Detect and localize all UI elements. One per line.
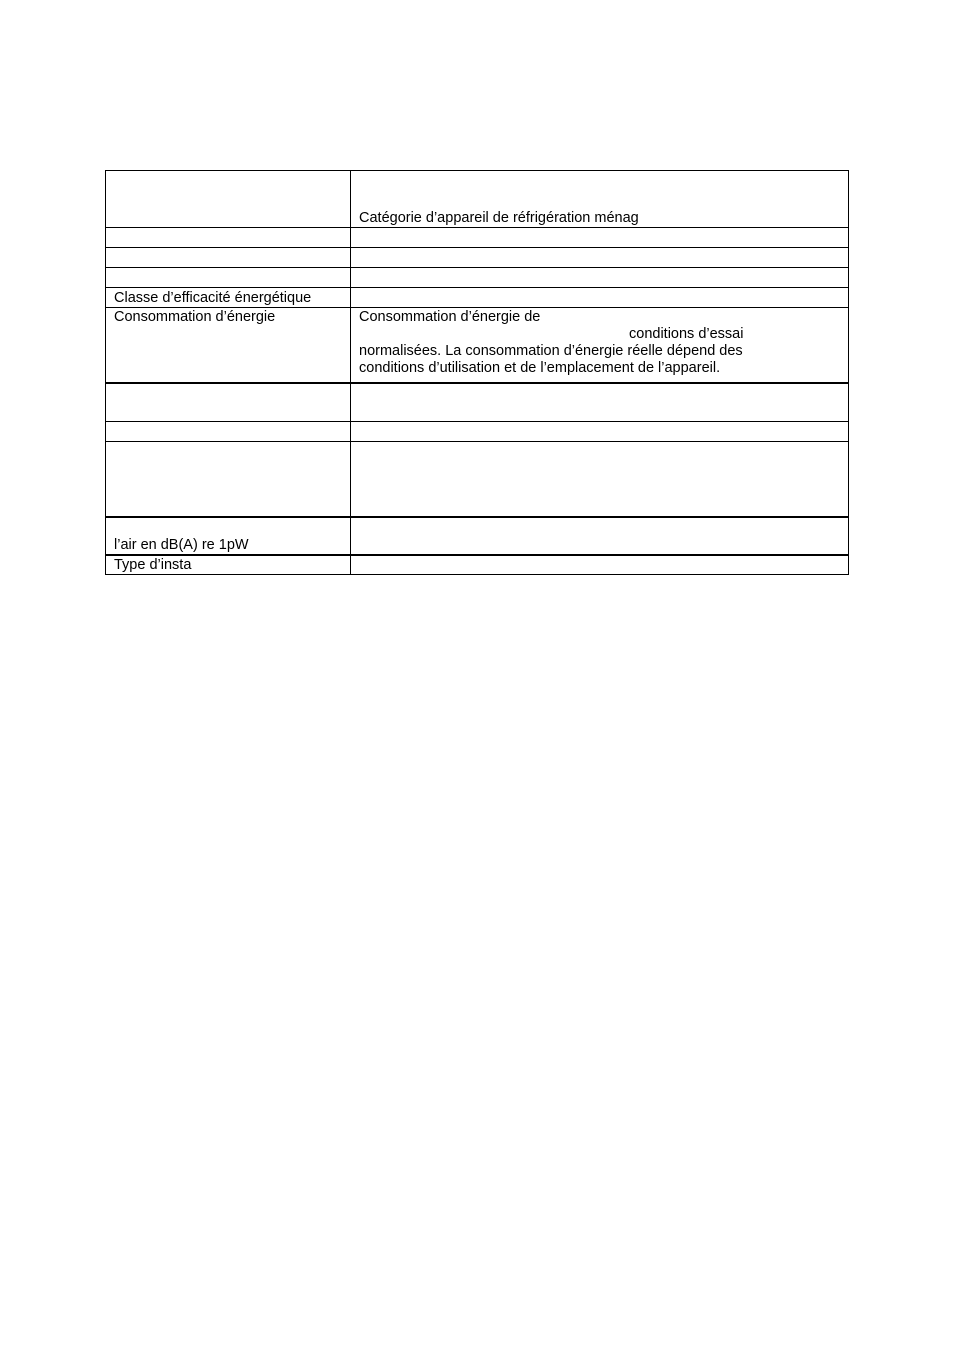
spec-label-energy-consumption: Consommation d’énergie [106,308,351,383]
spec-label [106,383,351,422]
spec-label-installation-type: Type d’insta [106,555,351,575]
spec-value [351,268,849,288]
spec-label-noise: l’air en dB(A) re 1pW [106,517,351,555]
spec-label [106,268,351,288]
spec-label [106,248,351,268]
table-row [106,268,849,288]
spec-label [106,228,351,248]
spec-value [351,422,849,442]
table-row [106,555,849,575]
table-row [106,422,849,442]
spec-value-energy-class [351,288,849,308]
spec-label-energy-class: Classe d’efficacité énergétique [106,288,351,308]
spec-value [351,442,849,517]
spec-label [106,442,351,517]
spec-label [106,171,351,228]
table-row [106,383,849,422]
spec-value-noise [351,517,849,555]
table-row [106,517,849,555]
appliance-spec-table [105,170,849,575]
spec-value [351,383,849,422]
energy-text-line-1: Consommation d’énergie de [359,309,541,325]
table-row [106,288,849,308]
spec-value-installation-type [351,555,849,575]
table-row [106,171,849,228]
table-row [106,248,849,268]
spec-value [351,228,849,248]
spec-value [351,248,849,268]
energy-text-line-2: conditions d’essai [629,326,744,342]
spec-value-category: Catégorie d’appareil de réfrigération ménag [351,171,849,228]
spec-value-energy-consumption [351,308,849,383]
energy-text-line-4: conditions d’utilisation et de l’emplacement de l’appareil. [359,360,721,376]
energy-text-line-3: normalisées. La consommation d’énergie réelle dépend des [359,343,743,359]
spec-label [106,422,351,442]
table-row [106,228,849,248]
table-row [106,308,849,383]
table-row [106,442,849,517]
